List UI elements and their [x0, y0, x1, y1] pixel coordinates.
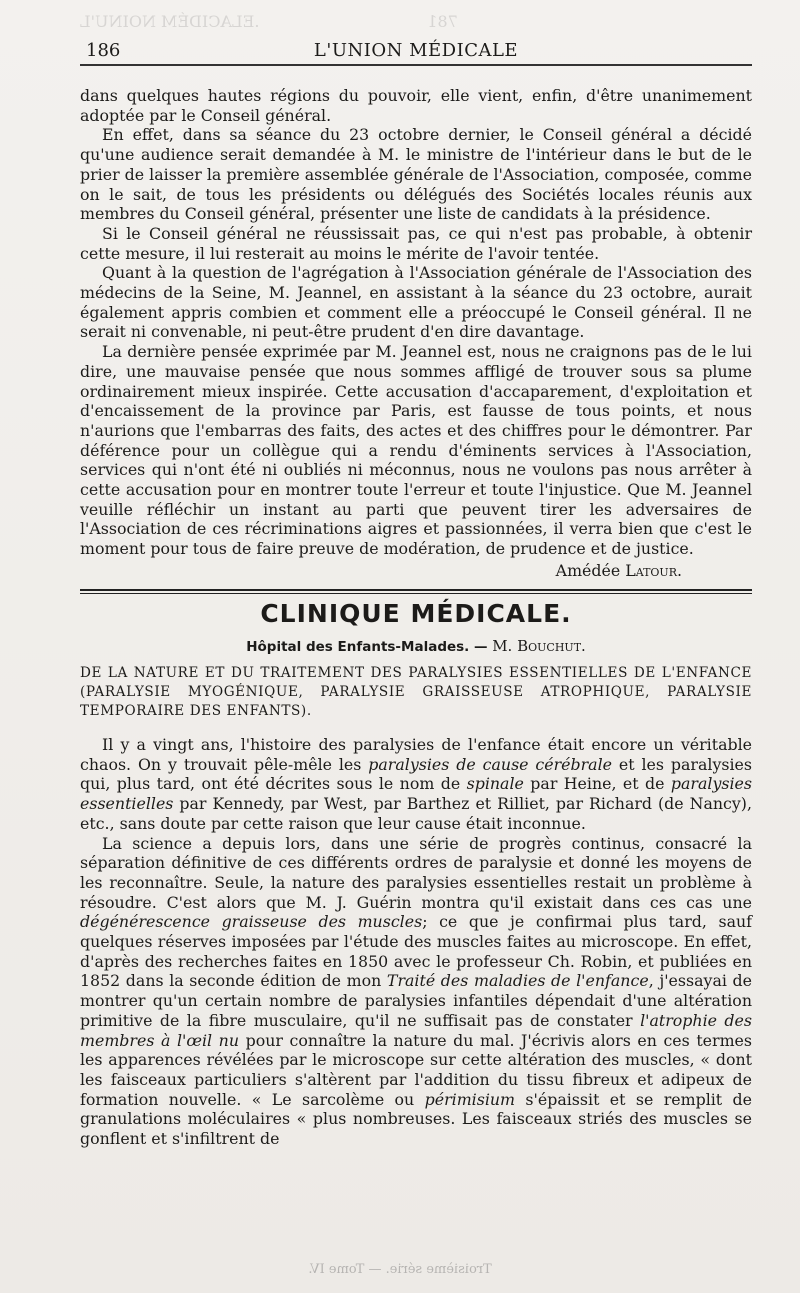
hospital-name: Hôpital des Enfants-Malades. — [246, 639, 488, 656]
paragraph-clinic-2: La science a depuis lors, dans une série de progrès continus, consacré la séparation définitive de ces différents ordres de paralysie et donné les moyens de les reconnaître. Seule, la nature des paralysies essentielles restait un problème à résoudre. C'est alors que M. J. Guérin montra qu'il existait dans ces cas une dégénérescence graisseuse des muscles; ce que je confirmai plus tard, sauf quelques réserves imposées par l'étude des muscles faites au microscope. En effet, d'après des recherches faites en 1850 avec le professeur Ch. Robin, et publiées en 1852 dans la seconde édition de mon Traité des maladies de l'enfance, j'essayai de montrer qu'un certain nombre de paralysies infantiles dépendait d'une altération primitive de la fibre musculaire, qu'il ne suffisait pas de constater l'atrophie des membres à l'œil nu pour connaître la nature du mal. J'écrivis alors en ces termes les apparences révélées par le microscope sur cette altération des muscles, « dont les faisceaux particuliers s'altèrent par l'addition du tissu fibreux et adipeux de formation nouvelle. « Le sarcolème ou périmisium s'épaissit et se remplit de granulations moléculaires « plus nombreuses. Les faisceaux striés des muscles se gonflent et s'infiltrent de [80, 833, 753, 1149]
article-subtitle: DE LA NATURE ET DU TRAITEMENT DES PARALYSIES ESSENTIELLES DE L'ENFANCE (PARALYSIE MYOGÉNIQUE, PARALYSIE GRAISSEUSE ATROPHIQUE, PARALYSIE TEMPORAIRE DES ENFANTS). [80, 664, 752, 719]
article-body [80, 86, 752, 1149]
clinic-author: M. Bouchut. [492, 637, 586, 656]
page-number: 186 [86, 40, 121, 61]
paragraph-intro-4: Quant à la question de l'agrégation à l'Association générale de l'Association des médecins de la Seine, M. Jeannel, en assistant à la séance du 23 octobre, aurait également appris combien et comment elle a préoccupé le Conseil général. Il ne serait ni convenable, ni peut-être prudent d'en dire davantage. [80, 263, 752, 342]
header-rule [80, 64, 752, 66]
bleed-through-text: 781 .ELACIDÉM NOINU'L [80, 12, 458, 31]
signature-first-name: Amédée [555, 560, 621, 580]
paragraph-clinic-1: Il y a vingt ans, l'histoire des paralysies de l'enfance était encore un véritable chaos. On y trouvait pêle-mêle les paralysies de cause cérébrale et les paralysies qui, plus tard, ont été décrites sous le nom de spinale par Heine, et de paralysies essentielles par Kennedy, par West, par Barthez et Rilliet, par Richard (de Nancy), etc., sans doute par cette raison que leur cause était inconnue. [80, 734, 752, 833]
author-signature [80, 561, 682, 581]
paragraph-intro-3: Si le Conseil général ne réussissait pas, ce qui n'est pas probable, à obtenir cette mesure, il lui resterait au moins le mérite de l'avoir tentée. [80, 223, 752, 263]
paragraph-intro-5: La dernière pensée exprimée par M. Jeannel est, nous ne craignons pas de le lui dire, une mauvaise pensée que nous sommes affligé de trouver sous sa plume ordinairement mieux inspirée. Cette accusation d'accaparement, d'exploitation et d'encaissement de la province par Paris, est fausse de tous points, et nous n'aurions que l'embarras des faits, des actes et des chiffres pour le démontrer. Par déférence pour un collègue qui a rendu d'éminents services à l'Association, services qui n'ont été ni oubliés ni méconnus, nous ne voulons pas nous arrêter à cette accusation pour en montrer toute l'erreur et toute l'injustice. Que M. Jeannel veuille réfléchir un instant au parti que peuvent tirer les adversaires de l'Association de ces récriminations aigres et passionnées, il verra bien que c'est le moment pour tous de faire preuve de modération, de prudence et de justice. [80, 342, 752, 559]
paragraph-intro-1: dans quelques hautes régions du pouvoir, elle vient, enfin, d'être unanimement adoptée par le Conseil général. [80, 86, 752, 125]
running-title: L'UNION MÉDICALE [313, 40, 519, 61]
section-rule-thin [80, 593, 752, 594]
paragraph-intro-2: En effet, dans sa séance du 23 octobre dernier, le Conseil général a décidé qu'une audience serait demandée à M. le ministre de l'intérieur dans le but de le prier de laisser la première assemblée générale de l'Association, composée, comme on le sait, de tous les présidents ou délégués des Sociétés locales réunis aux membres du Conseil général, présenter une liste de candidats à la présidence. [80, 125, 752, 224]
section-rule-thick [80, 589, 752, 591]
bleed-through-footer: Troisième série. — Tome IV. [308, 1262, 492, 1277]
section-title: CLINIQUE MÉDICALE. [260, 598, 572, 628]
page-header [80, 38, 752, 66]
hospital-line [80, 637, 752, 658]
signature-last-name: Latour. [625, 560, 682, 580]
